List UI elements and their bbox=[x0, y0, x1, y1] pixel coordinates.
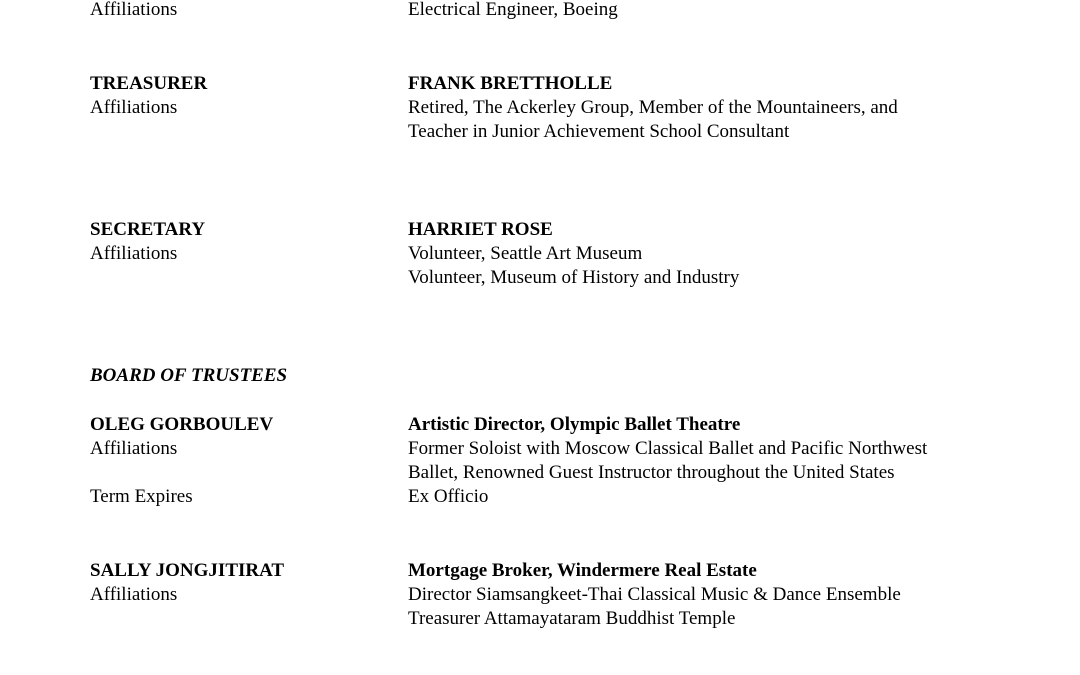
affiliations-label: Affiliations bbox=[90, 584, 178, 605]
treasurer-name: FRANK BRETTHOLLE bbox=[408, 73, 613, 94]
affiliation-text: Former Soloist with Moscow Classical Ballet and Pacific Northwest bbox=[408, 438, 928, 459]
affiliations-label: Affiliations bbox=[90, 0, 178, 20]
board-of-trustees-heading: BOARD OF TRUSTEES bbox=[90, 365, 288, 386]
term-expires-label: Term Expires bbox=[90, 486, 193, 507]
term-expires-value: Ex Officio bbox=[408, 486, 489, 507]
affiliation-text: Ballet, Renowned Guest Instructor throughout the United States bbox=[408, 462, 895, 483]
affiliation-text: Retired, The Ackerley Group, Member of the Mountaineers, and bbox=[408, 97, 898, 118]
trustee-title: Artistic Director, Olympic Ballet Theatre bbox=[408, 414, 741, 435]
secretary-name: HARRIET ROSE bbox=[408, 219, 553, 240]
affiliation-text: Electrical Engineer, Boeing bbox=[408, 0, 618, 20]
trustee-title: Mortgage Broker, Windermere Real Estate bbox=[408, 560, 757, 581]
affiliations-label: Affiliations bbox=[90, 97, 178, 118]
affiliation-text: Volunteer, Seattle Art Museum bbox=[408, 243, 643, 264]
affiliation-text: Treasurer Attamayataram Buddhist Temple bbox=[408, 608, 736, 629]
affiliation-text: Volunteer, Museum of History and Industry bbox=[408, 267, 740, 288]
affiliation-text: Director Siamsangkeet-Thai Classical Music & Dance Ensemble bbox=[408, 584, 901, 605]
affiliation-text: Teacher in Junior Achievement School Consultant bbox=[408, 121, 790, 142]
affiliations-label: Affiliations bbox=[90, 438, 178, 459]
affiliations-label: Affiliations bbox=[90, 243, 178, 264]
role-treasurer: TREASURER bbox=[90, 73, 208, 94]
trustee-name: SALLY JONGJITIRAT bbox=[90, 560, 285, 581]
trustee-name: OLEG GORBOULEV bbox=[90, 414, 274, 435]
role-secretary: SECRETARY bbox=[90, 219, 206, 240]
